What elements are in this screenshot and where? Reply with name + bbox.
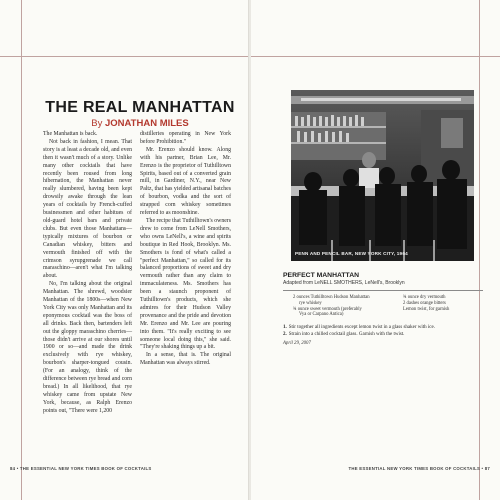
page-footer: THE ESSENTIAL NEW YORK TIMES BOOK OF COCKTAILS • 87 [348,466,490,471]
rule-line [479,0,480,500]
ingredient: Lemon twist, for garnish [403,306,450,312]
rule-line [251,56,500,57]
paragraph: In a sense, that is. The original Manhattan was always stirred. [140,352,231,367]
recipe-step [283,324,483,331]
paragraph: No, I'm talking about the original Manhattan. The shrewd, woodsier Manhattan of the 1800s—when New York City was only Manhattan and its eponymous cocktail was the boss of all drinks. Back then, bartenders left out the gloppy maraschino cherries—those didn't arrive at our shores until 1900 or so—and made the drink exclusively with rye whiskey, bourbon's sharper-tongued cousin. (For an analogy, think of the difference between rye bread and corn bread.) In all likelihood, that rye whiskey came from upstate New York, because, as Ralph Erenzo points out, "There were 1,200 [43,281,132,414]
recipe-source: Adapted from LeNELL SMOTHERS, LeNell's, Brooklyn [283,280,483,291]
bar-scene-image [291,90,474,261]
step-number: 2. [283,332,287,338]
paragraph: Not back in fashion, I mean. That story is at least a decade old, and even then it wasn't much of a story. Unlike many other cocktails that have recently been roused from long hibernation, the Manhattan never really slumbered, having been kept drowsily awake through the lean years of cocktails by French-cuffed businessmen and other habitues of old-guard hotel bars and private clubs. But even those Manhattans—typically mixtures of bourbon or Canadian whiskey, bitters and vermouth finished off with the crimson syrupgrenade we call maraschino—aren't what I'm talking about. [43,138,132,280]
bar-photograph [291,90,474,261]
ingredient: Vya or Carpano Antica) [299,312,344,318]
ingredient: ¾ ounce dry vermouth [403,295,446,300]
article-title: THE REAL MANHATTAN [45,99,235,116]
paragraph: Mr. Erenzo should know. Along with his partner, Brian Lee, Mr. Erenzo is the proprietor of Tuthilltown Spirits, based out of a converted grain mill, in Gardiner, N.Y., near New Paltz, that has yielded artisanal batches of bourbon, vodka and the sort of strapped corn whiskey sometimes referred to as moonshine. [140,146,231,217]
ingredients-list [283,295,483,323]
photo-caption: PENN AND PENCIL BAR, NEW YORK CITY, 1964 [295,251,408,256]
paragraph: distilleries operating in New York before Prohibition." [140,131,231,145]
page-footer: 84 • THE ESSENTIAL NEW YORK TIMES BOOK OF COCKTAILS [10,466,152,471]
ingredient: 2 ounces Tuthilltown Hudson Manhattan [293,295,370,300]
byline-prefix: By [91,118,105,129]
rule-line [21,0,22,500]
ingredient: 2 dashes orange bitters [403,300,446,306]
ingredient: rye whiskey [299,300,322,306]
paragraph: The recipe that Tuthilltown's owners drew to come from LeNell Smothers, who owns LeNell's, a wine and spirits boutique in Red Hook, Brooklyn. Ms. Smothers is fond of what's called a "perfect Manhattan," so called for its balanced proportions of sweet and dry vermouth rather than any claim to immaculateness. Ms. Smothers has been a staunch proponent of Tuthilltown's products, which she admires for their Hudson Valley provenance and the pride and devotion Mr. Erenzo and Mr. Lee are pouring into them. "It's really exciting to see someone local doing this," she said. "They're shaking things up a bit. [140,217,231,351]
ingredients-column-left [293,295,383,318]
recipe-title: PERFECT MANHATTAN [283,272,360,279]
rule-line [0,56,249,57]
ingredient: ¾ ounce sweet vermouth (preferably [293,306,362,312]
ingredients-column-right [403,295,483,312]
paragraph: The Manhattan is back. [43,131,98,137]
left-page [0,0,249,500]
recipe-step [283,331,483,338]
article-column-2 [140,131,231,368]
step-number: 1. [283,325,287,330]
right-page [251,0,500,500]
recipe-steps [283,324,483,338]
step-text: Stir together all ingredients except lemon twist in a glass shaker with ice. [288,325,435,330]
byline [45,118,235,129]
step-text: Strain into a chilled cocktail glass. Garnish with the twist. [288,332,405,338]
author-name: JONATHAN MILES [104,118,189,129]
recipe-date: April 29, 2007 [283,341,311,347]
recipe-box [283,272,483,346]
article-column-1 [43,131,132,416]
